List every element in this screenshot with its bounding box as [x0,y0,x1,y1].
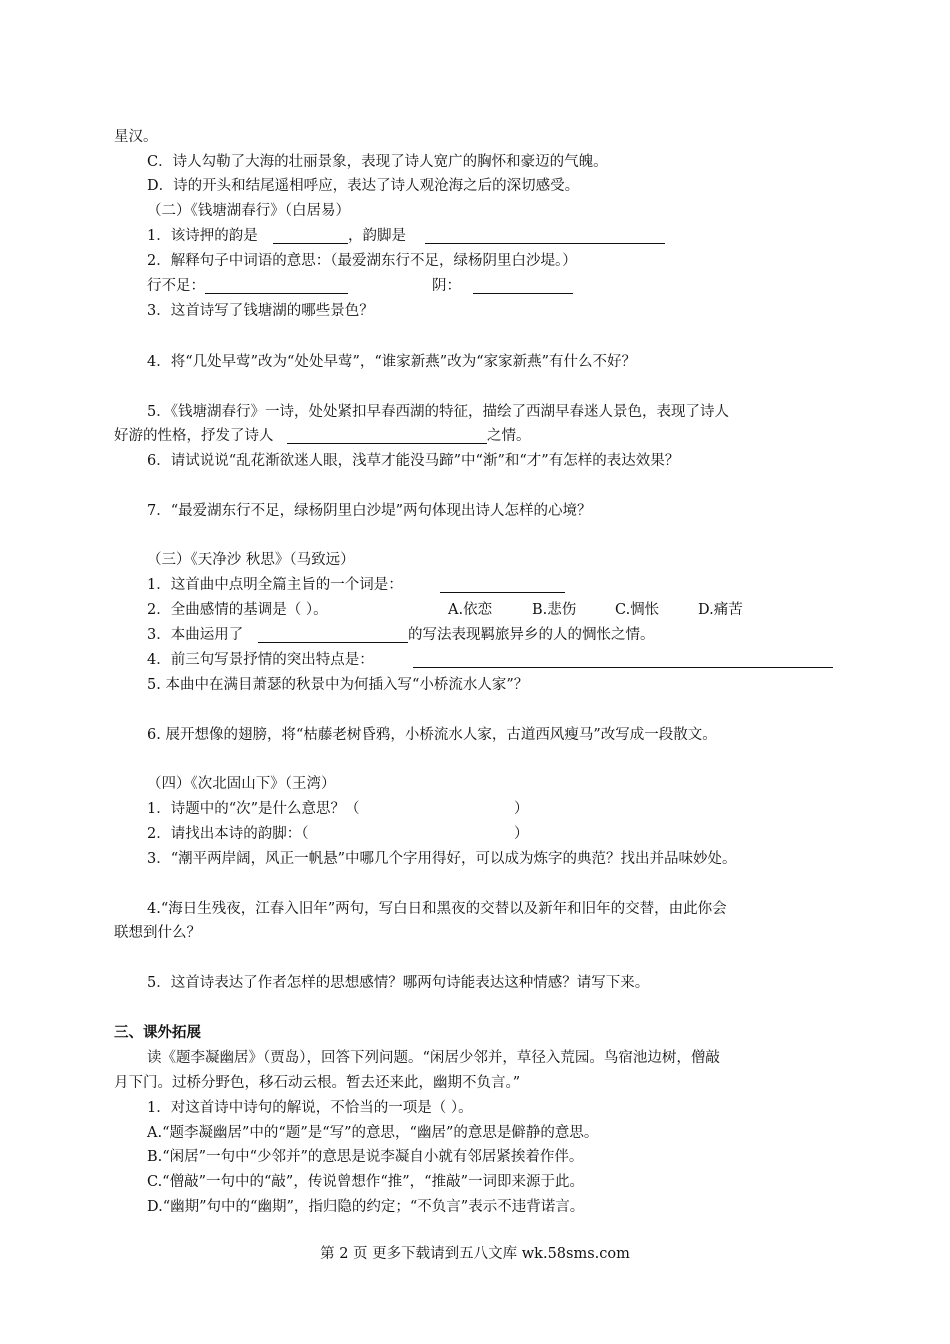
paragraph-text: 月下门。过桥分野色，移石动云根。暂去还来此，幽期不负言。” [114,1075,521,1091]
question-text: ） [514,801,529,817]
label-text: 阴： [432,278,461,294]
question-text: 好游的性格，抒发了诗人 [114,428,274,444]
question-text: 联想到什么？ [114,925,201,941]
answer-blank[interactable] [258,642,408,643]
question-text: 5．这首诗表达了作者怎样的思想感情？哪两句诗能表达这种情感？请写下来。 [147,975,650,991]
question-text: 1．这首曲中点明全篇主旨的一个词是： [147,577,403,593]
question-text: 4．前三句写景抒情的突出特点是： [147,652,374,668]
question-text: 4.“海日生残夜，江春入旧年”两句，写白日和黑夜的交替以及新年和旧年的交替，由此你会 [147,901,727,917]
question-text: ） [514,826,529,842]
question-text: 1．该诗押的韵是 [147,228,258,244]
answer-blank[interactable] [473,293,573,294]
option-text: A.“题李凝幽居”中的“题”是“写”的意思，“幽居”的意思是僻静的意思。 [147,1125,599,1141]
question-text: 2．请找出本诗的韵脚：（ [147,826,309,842]
option-text: D.“幽期”句中的“幽期”，指归隐的约定；“不负言”表示不违背诺言。 [147,1199,585,1215]
section-title: （二）《钱塘湖春行》（白居易） [147,203,350,219]
question-text: 7．“最爱湖东行不足，绿杨阴里白沙堤”两句体现出诗人怎样的心境？ [147,503,592,519]
choice-a: A.依恋 [448,602,493,618]
choice-c: C.惆怅 [615,602,660,618]
answer-blank[interactable] [205,293,348,294]
option-text: C.“僧敲”一句中的“敲”，传说曾想作“推”，“推敲”一词即来源于此。 [147,1174,584,1190]
question-text: 6．请试说说“乱花渐欲迷人眼，浅草才能没马蹄”中“渐”和“才”有怎样的表达效果？ [147,453,680,469]
question-text: 5．《钱塘湖春行》一诗，处处紧扣早春西湖的特征，描绘了西湖早春迷人景色，表现了诗人 [147,404,729,420]
answer-blank[interactable] [287,443,487,444]
answer-blank[interactable] [425,243,665,244]
choice-b: B.悲伤 [532,602,577,618]
question-text: 2．全曲感情的基调是（ ）。 [147,602,328,618]
question-text: 1．对这首诗中诗句的解说，不恰当的一项是（ ）。 [147,1100,473,1116]
page-footer: 第 2 页 更多下载请到五八文库 wk.58sms.com [320,1246,630,1262]
answer-blank[interactable] [440,592,565,593]
question-text: 3．“潮平两岸阔，风正一帆悬”中哪几个字用得好，可以成为炼字的典范？找出并品味妙处。 [147,851,737,867]
section-title: （四）《次北固山下》（王湾） [147,776,336,792]
line-text: D．诗的开头和结尾遥相呼应，表达了诗人观沧海之后的深切感受。 [147,178,580,194]
question-text: ，韵脚是 [348,228,406,244]
question-text: 4．将“几处早莺”改为“处处早莺”，“谁家新燕”改为“家家新燕”有什么不好？ [147,354,637,370]
question-text: 之情。 [487,428,531,444]
question-text: 6. 展开想像的翅膀，将“枯藤老树昏鸦，小桥流水人家，古道西风瘦马”改写成一段散文。 [147,727,717,743]
section-title: （三）《天净沙 秋思》（马致远） [147,552,355,568]
paragraph-text: 读《题李凝幽居》（贾岛），回答下列问题。“闲居少邻并，草径入荒园。鸟宿池边树，僧敲 [147,1050,720,1066]
choice-d: D.痛苦 [698,602,743,618]
line-text: 星汉。 [114,129,158,145]
answer-blank[interactable] [413,667,833,668]
question-text: 的写法表现羁旅异乡的人的惆怅之情。 [408,627,655,643]
option-text: B.“闲居”一句中“少邻并”的意思是说李凝自小就有邻居紧挨着作伴。 [147,1149,584,1165]
question-text: 2．解释句子中词语的意思：（最爱湖东行不足，绿杨阴里白沙堤。） [147,253,577,269]
line-text: C．诗人勾勒了大海的壮丽景象，表现了诗人宽广的胸怀和豪迈的气魄。 [147,154,608,170]
question-text: 3．本曲运用了 [147,627,244,643]
question-text: 1．诗题中的“次”是什么意思？（ [147,801,360,817]
answer-blank[interactable] [273,243,348,244]
question-text: 3．这首诗写了钱塘湖的哪些景色？ [147,303,374,319]
question-text: 5. 本曲中在满目萧瑟的秋景中为何插入写“小桥流水人家”？ [147,677,529,693]
label-text: 行不足： [147,278,205,294]
section-title: 三、课外拓展 [114,1025,201,1041]
